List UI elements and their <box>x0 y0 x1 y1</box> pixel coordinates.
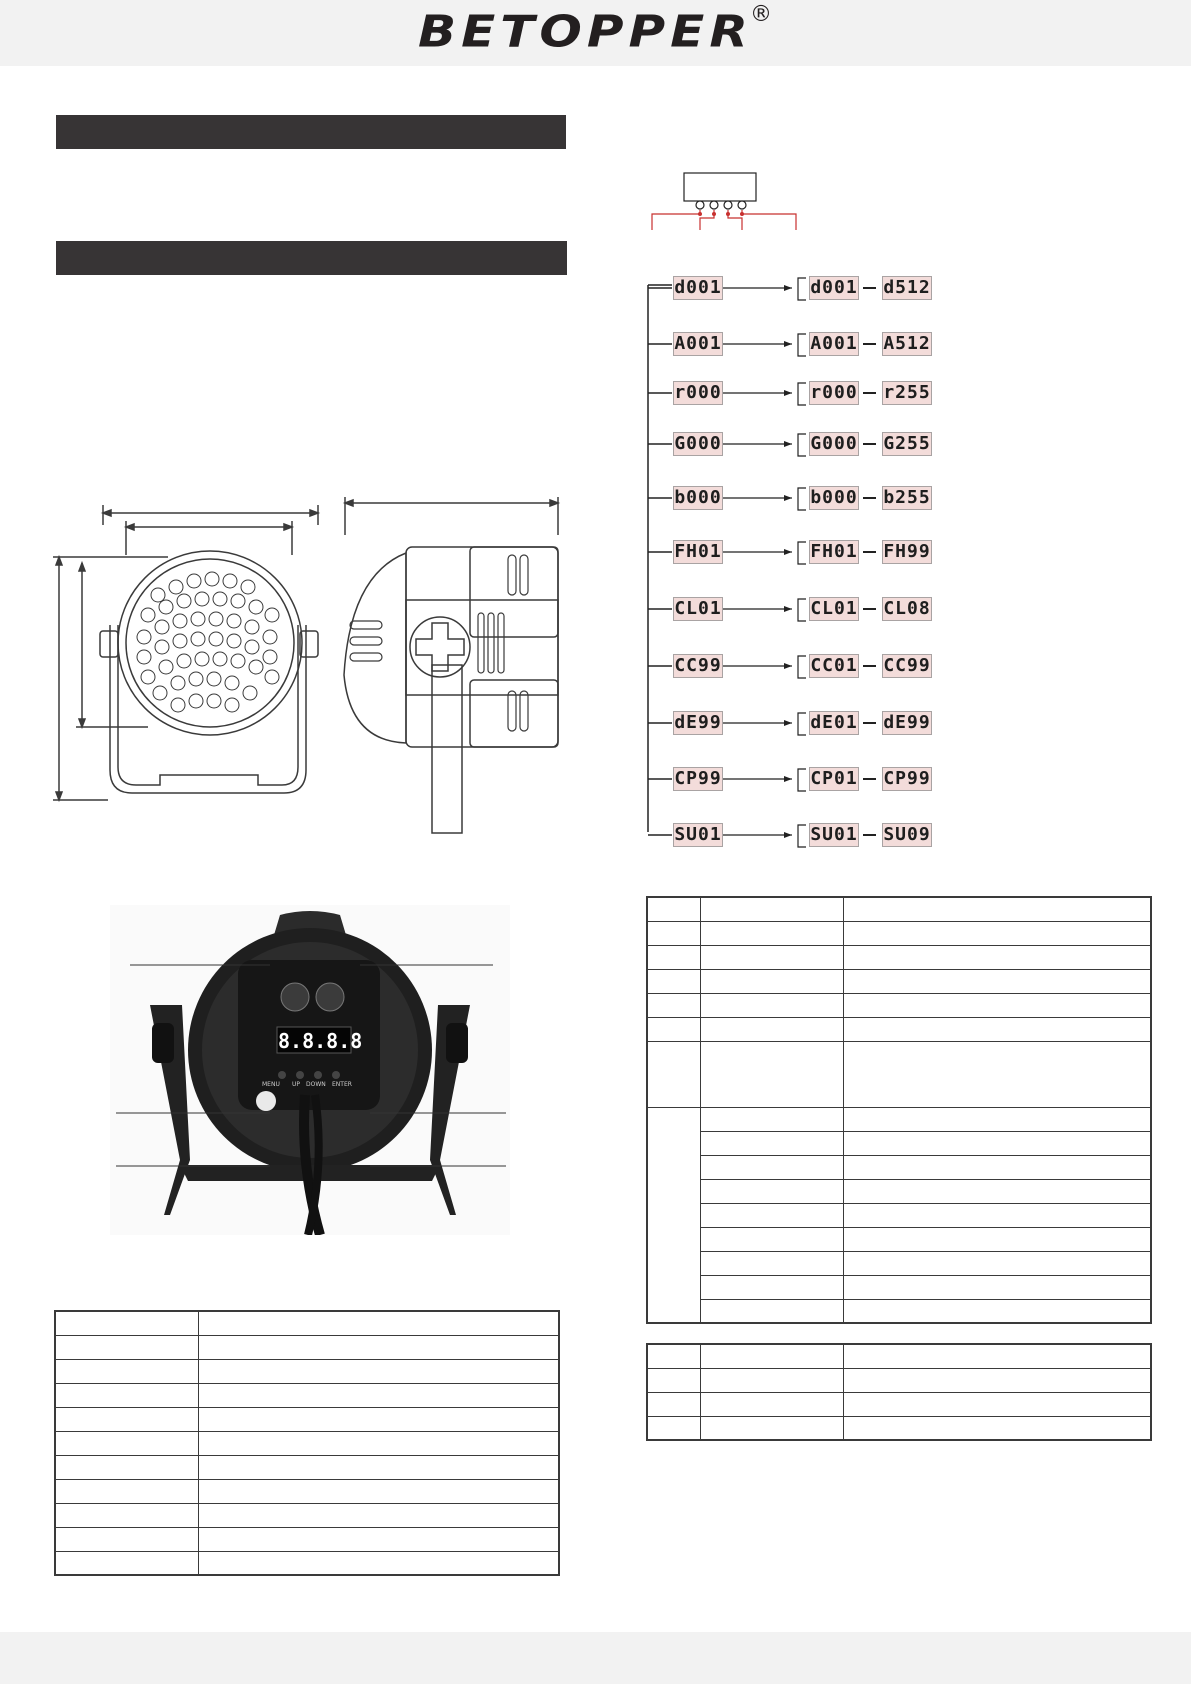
menu-range-end-display: A512 <box>883 333 931 354</box>
menu-row <box>0 711 931 733</box>
menu-range-start-display: CP01 <box>810 768 858 789</box>
menu-row <box>0 432 931 454</box>
spec-table <box>54 1310 560 1576</box>
menu-code-display: r000 <box>674 382 722 403</box>
brand-logo: BETOPPER <box>418 6 753 58</box>
menu-range-start-display: A001 <box>810 333 858 354</box>
menu-range-start-display: CL01 <box>810 598 858 619</box>
function-table <box>646 896 1152 1324</box>
menu-range-end-display: SU09 <box>883 824 931 845</box>
menu-range-end-display: b255 <box>883 487 931 508</box>
menu-code-display: A001 <box>674 333 722 354</box>
menu-range-start-display: b000 <box>810 487 858 508</box>
connector-diagram <box>648 170 808 232</box>
menu-code-display: CL01 <box>674 598 722 619</box>
menu-row <box>0 767 931 789</box>
footer-bar <box>0 1632 1191 1684</box>
menu-range-start-display: CC01 <box>810 655 858 676</box>
menu-row <box>0 381 931 403</box>
section-bar-2 <box>56 241 567 275</box>
menu-row <box>0 540 931 562</box>
menu-range-end-display: CC99 <box>883 655 931 676</box>
panel-button-down: DOWN <box>306 1081 326 1088</box>
menu-range-start-display: dE01 <box>810 712 858 733</box>
menu-code-display: SU01 <box>674 824 722 845</box>
menu-range-start-display: FH01 <box>810 541 858 562</box>
menu-range-end-display: CP99 <box>883 768 931 789</box>
menu-range-end-display: r255 <box>883 382 931 403</box>
menu-code-display: CC99 <box>674 655 722 676</box>
menu-row <box>0 486 931 508</box>
menu-range-end-display: G255 <box>883 433 931 454</box>
menu-range-end-display: CL08 <box>883 598 931 619</box>
front-view-drawing <box>48 495 328 805</box>
side-view-drawing <box>340 495 565 840</box>
menu-row <box>0 276 931 298</box>
menu-code-display: FH01 <box>674 541 722 562</box>
menu-row <box>0 332 931 354</box>
menu-row <box>0 654 931 676</box>
panel-button-enter: ENTER <box>332 1081 352 1088</box>
menu-range-end-display: dE99 <box>883 712 931 733</box>
menu-range-end-display: d512 <box>883 277 931 298</box>
menu-row <box>0 823 931 845</box>
menu-range-start-display: d001 <box>810 277 858 298</box>
header-bar <box>0 0 1191 66</box>
panel-button-up: UP <box>292 1081 301 1088</box>
channel-table <box>646 1343 1152 1441</box>
menu-range-start-display: r000 <box>810 382 858 403</box>
menu-code-display: dE99 <box>674 712 722 733</box>
menu-range-start-display: SU01 <box>810 824 858 845</box>
rear-callout-lines <box>110 960 510 1170</box>
menu-code-display: b000 <box>674 487 722 508</box>
registered-mark: ® <box>750 2 772 27</box>
menu-row <box>0 597 931 619</box>
panel-button-menu: MENU <box>262 1081 280 1088</box>
menu-code-display: d001 <box>674 277 722 298</box>
panel-display: 8.8.8.8 <box>278 1029 363 1053</box>
section-bar-1 <box>56 115 566 149</box>
menu-code-display: CP99 <box>674 768 722 789</box>
menu-range-start-display: G000 <box>810 433 858 454</box>
menu-code-display: G000 <box>674 433 722 454</box>
menu-range-end-display: FH99 <box>883 541 931 562</box>
